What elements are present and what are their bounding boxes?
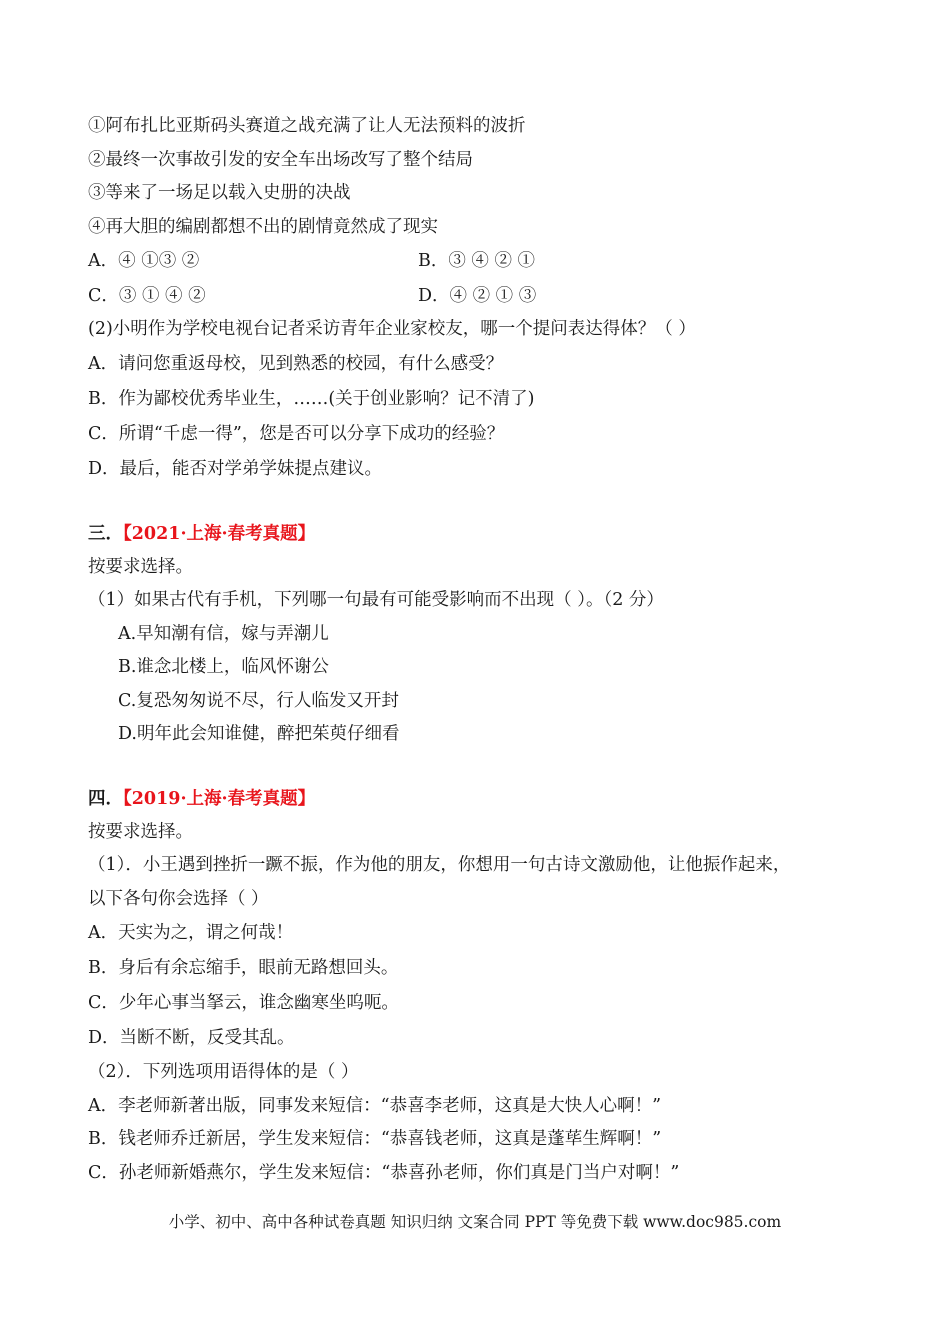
section-4-q1-option-c: C．少年心事当拏云，谁念幽寒坐呜呃。 — [88, 993, 399, 1013]
section-4-q1-option-b: B．身后有余忘缩手，眼前无路想回头。 — [88, 958, 399, 978]
section-4-q1-option-a: A．天实为之，谓之何哉！ — [88, 923, 294, 943]
section-4-number: 四． — [88, 788, 123, 809]
option-a: A．④ ①③ ② — [88, 251, 200, 271]
section-4-q2-option-b: B．钱老师乔迁新居，学生发来短信：“恭喜钱老师，这真是蓬荜生辉啊！” — [88, 1129, 662, 1149]
section-3-question: （1）如果古代有手机，下列哪一句最有可能受影响而不出现（ ）。（2 分） — [88, 590, 664, 610]
option-d: D．④ ② ① ③ — [418, 285, 537, 306]
section-4-question-1-line-2: 以下各句你会选择（ ） — [88, 888, 269, 909]
section-3-option-b: B.谁念北楼上，临风怀谢公 — [118, 657, 329, 677]
section-4-tag: 【2019·上海·春考真题】 — [123, 788, 316, 809]
sentence-item-3: ③等来了一场足以载入史册的决战 — [88, 183, 351, 203]
option-b: B．③ ④ ② ① — [418, 251, 536, 271]
section-4-q2-option-c: C．孙老师新婚燕尔，学生发来短信：“恭喜孙老师，你们真是门当户对啊！” — [88, 1162, 680, 1183]
section-4-instruction: 按要求选择。 — [88, 821, 193, 842]
sentence-item-2: ②最终一次事故引发的安全车出场改写了整个结局 — [88, 149, 473, 170]
section-4-heading — [88, 782, 868, 816]
section-3-heading — [88, 517, 868, 551]
sentence-item-1: ①阿布扎比亚斯码头赛道之战充满了让人无法预料的波折 — [88, 116, 526, 136]
question-2-option-b: B．作为鄙校优秀毕业生，……(关于创业影响？记不清了) — [88, 388, 535, 409]
question-2: (2)小明作为学校电视台记者采访青年企业家校友，哪一个提问表达得体？（ ） — [88, 319, 696, 339]
section-4-q1-option-d: D．当断不断，反受其乱。 — [88, 1028, 295, 1048]
section-3-number: 三． — [88, 523, 123, 544]
section-3-tag: 【2021·上海·春考真题】 — [123, 523, 316, 544]
section-4-q2-option-a: A．李老师新著出版，同事发来短信：“恭喜李老师，这真是大快人心啊！” — [88, 1095, 662, 1116]
question-2-option-c: C．所谓“千虑一得”，您是否可以分享下成功的经验？ — [88, 423, 505, 444]
option-c: C．③ ① ④ ② — [88, 285, 206, 306]
option-row-ab — [88, 244, 868, 279]
question-2-option-a: A．请问您重返母校，见到熟悉的校园，有什么感受？ — [88, 353, 504, 374]
sentence-item-4: ④再大胆的编剧都想不出的剧情竟然成了现实 — [88, 216, 438, 237]
section-3-option-a: A.早知潮有信，嫁与弄潮儿 — [118, 623, 329, 644]
question-2-option-d: D．最后，能否对学弟学妹提点建议。 — [88, 458, 383, 479]
page-footer: 小学、初中、高中各种试卷真题 知识归纳 文案合同 PPT 等免费下载 www.doc985.com — [168, 1213, 782, 1231]
section-3-option-c: C.复恐匆匆说不尽，行人临发又开封 — [118, 690, 399, 711]
section-3-option-d: D.明年此会知谁健，醉把茱萸仔细看 — [118, 724, 400, 744]
section-3-instruction: 按要求选择。 — [88, 556, 193, 577]
option-row-cd — [88, 279, 868, 314]
section-4-question-2: （2）．下列选项用语得体的是（ ） — [88, 1062, 359, 1082]
section-4-question-1-line-1: （1）．小王遇到挫折一蹶不振，作为他的朋友，你想用一句古诗文激励他，让他振作起来， — [88, 855, 791, 875]
document-body — [88, 110, 868, 1190]
